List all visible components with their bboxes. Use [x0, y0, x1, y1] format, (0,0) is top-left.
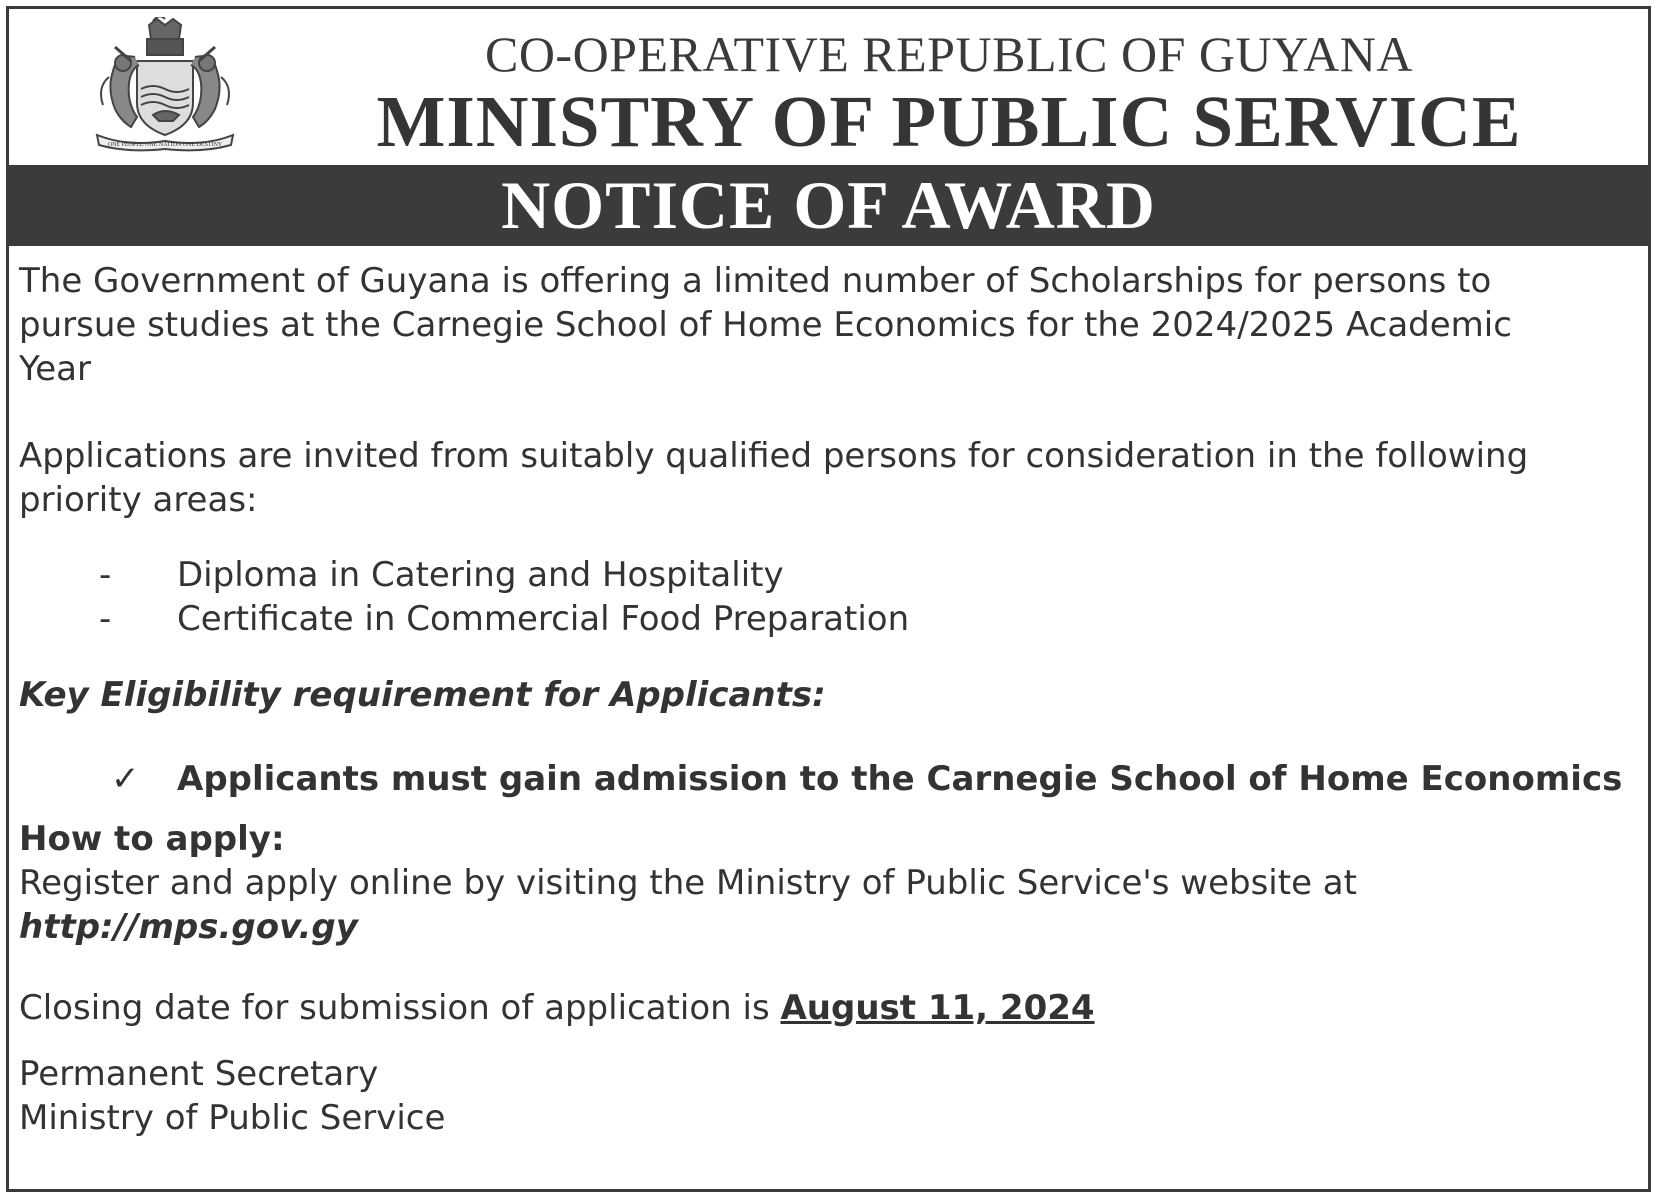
coat-of-arms-emblem — [87, 17, 242, 153]
priority-area-text: Diploma in Catering and Hospitality — [177, 555, 784, 595]
eligibility-item — [19, 757, 1629, 801]
list-item — [19, 553, 1629, 597]
intro-paragraph-line: Year — [19, 349, 91, 389]
country-name: CO-OPERATIVE REPUBLIC OF GUYANA — [484, 26, 1414, 82]
closing-date-label: Closing date for submission of application is — [19, 988, 781, 1028]
intro-paragraph-line: pursue studies at the Carnegie School of Home Economics for the 2024/2025 Academic — [19, 305, 1512, 345]
notice-title-banner: NOTICE OF AWARD — [9, 165, 1648, 246]
dash-marker: - — [99, 555, 112, 595]
dash-marker: - — [99, 599, 112, 639]
apply-instructions: Register and apply online by visiting the Ministry of Public Service's website at — [19, 863, 1357, 903]
ministry-name: MINISTRY OF PUBLIC SERVICE — [376, 81, 1522, 162]
applications-paragraph-line: Applications are invited from suitably qualified persons for consideration in the following — [19, 436, 1529, 476]
list-item — [19, 597, 1629, 641]
applications-paragraph-line: priority areas: — [19, 480, 258, 520]
priority-area-text: Certificate in Commercial Food Preparation — [177, 599, 910, 639]
apply-heading: How to apply: — [19, 819, 285, 859]
svg-text:ONE PEOPLE ONE NATION ONE DEST: ONE PEOPLE ONE NATION ONE DESTINY — [107, 142, 223, 148]
priority-areas-list — [19, 553, 1629, 641]
intro-paragraph-line: The Government of Guyana is offering a limited number of Scholarships for persons to — [19, 261, 1492, 301]
eligibility-heading: Key Eligibility requirement for Applicants: — [19, 675, 826, 715]
apply-url-link[interactable]: http://mps.gov.gy — [19, 907, 358, 947]
signature-organization: Ministry of Public Service — [19, 1098, 446, 1138]
notice-body — [19, 259, 1629, 1140]
notice-frame — [6, 6, 1651, 1192]
checkmark-icon: ✓ — [111, 759, 140, 799]
closing-date-line — [19, 986, 1629, 1030]
closing-date-value: August 11, 2024 — [780, 988, 1095, 1028]
eligibility-item-text: Applicants must gain admission to the Carnegie School of Home Economics — [177, 759, 1623, 799]
header — [9, 9, 1648, 162]
signature-title: Permanent Secretary — [19, 1054, 379, 1094]
